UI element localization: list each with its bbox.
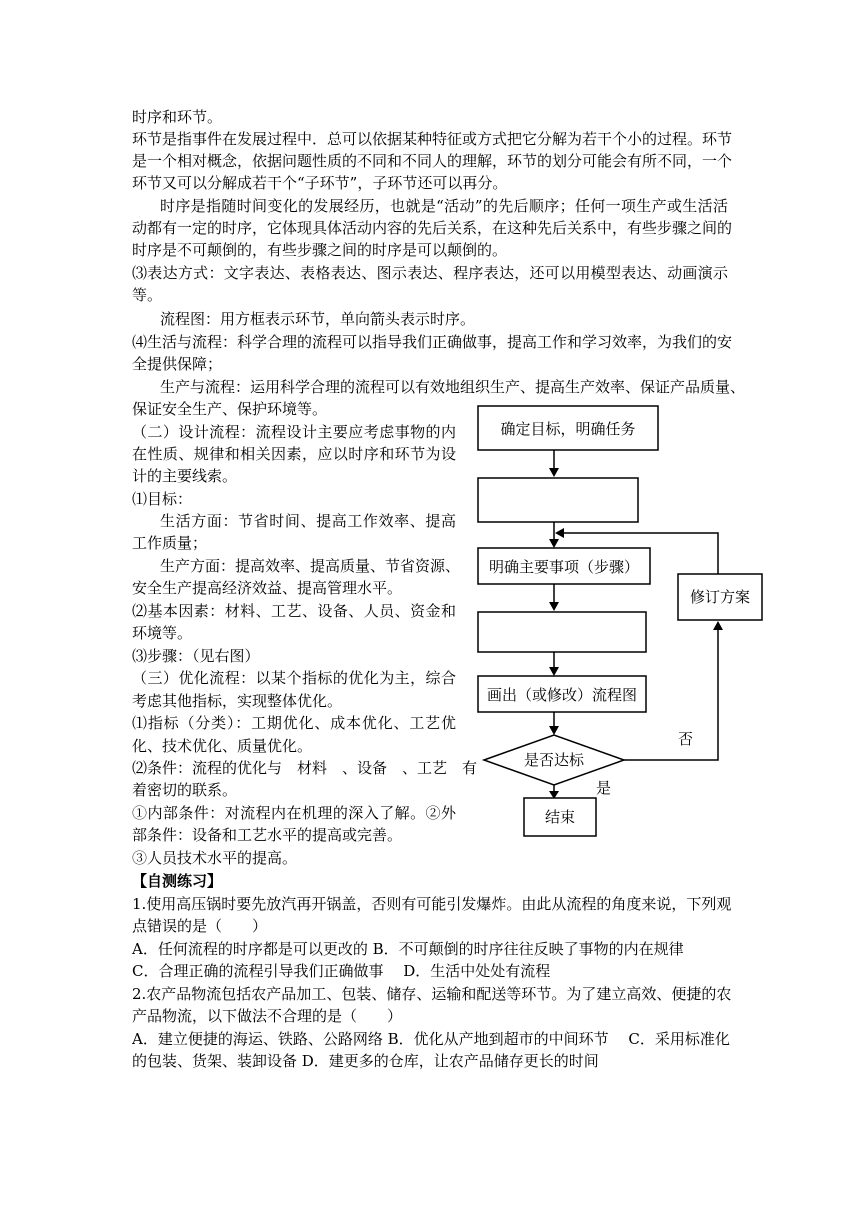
text-line: ⑵基本因素：材料、工艺、设备、人员、资金和 — [132, 602, 456, 620]
answer-options: A．任何流程的时序都是可以更改的 B．不可颠倒的时序往往反映了事物的内在规律 — [132, 940, 684, 958]
text-line: （二）设计流程：流程设计主要应考虑事物的内 — [132, 423, 456, 441]
flow-box-blank-2 — [478, 612, 646, 652]
section-heading: 【自测练习】 — [132, 872, 223, 890]
text-line: 考虑其他指标，实现整体优化。 — [132, 692, 343, 710]
text-line: 保证安全生产、保护环境等。 — [132, 400, 328, 418]
text-line: 部条件：设备和工艺水平的提高或完善。 — [132, 826, 403, 844]
text-line: ⑶表达方式：文字表达、表格表达、图示表达、程序表达，还可以用模型表达、动画演示 — [132, 264, 728, 282]
question-text: 产品物流，以下做法不合理的是（ ） — [132, 1007, 403, 1025]
answer-options: C．合理正确的流程引导我们正确做事 D．生活中处处有流程 — [132, 962, 551, 980]
flow-box-goal-label: 确定目标，明确任务 — [500, 420, 636, 438]
arrowhead — [549, 539, 559, 548]
flow-box-draw-chart-label: 画出（或修改）流程图 — [486, 686, 638, 704]
text-line: 时序是不可颠倒的，有些步骤之间的时序是可以颠倒的。 — [132, 241, 508, 259]
text-line: ③人员技术水平的提高。 — [132, 849, 298, 867]
text-line: 着密切的联系。 — [132, 781, 238, 799]
text-line: 是一个相对概念，依据问题性质的不同和不同人的理解，环节的划分可能会有所不同，一个 — [132, 152, 733, 170]
text-line: 环境等。 — [132, 624, 193, 642]
answer-options: A．建立便捷的海运、铁路、公路网络 B．优化从产地到超市的中间环节 C．采用标准化 — [132, 1030, 730, 1048]
arrowhead — [549, 726, 559, 735]
text-line: 环节是指事件在发展过程中．总可以依据某种特征或方式把它分解为若干个小的过程。环节 — [132, 130, 733, 148]
text-line: 工作质量； — [132, 534, 208, 552]
process-flowchart — [460, 398, 780, 844]
text-line: 安全生产提高经济效益、提高管理水平。 — [132, 579, 403, 597]
text-line: 环节又可以分解成若干个“子环节”，子环节还可以再分。 — [132, 174, 508, 192]
text-line: 在性质、规律和相关因素，应以时序和环节为设 — [132, 445, 456, 463]
text-line: ⑴目标： — [132, 490, 193, 508]
question-text: 2.农产品物流包括农产品加工、包装、储存、运输和配送等环节。为了建立高效、便捷的农 — [132, 985, 732, 1003]
arrowhead — [549, 667, 559, 676]
text-line: 动都有一定的时序，它体现具体活动内容的先后关系，在这种先后关系中，有些步骤之间的 — [132, 219, 733, 237]
flow-box-blank-1 — [478, 478, 638, 522]
text-line: （三）优化流程：以某个指标的优化为主，综合 — [132, 669, 456, 687]
text-line: 时序和环节。 — [132, 108, 223, 126]
arrowhead — [555, 528, 564, 538]
flow-yes-label: 是 — [596, 779, 612, 797]
text-line: ⑴指标（分类）：工期优化、成本优化、工艺优 — [132, 714, 456, 732]
arrowhead — [713, 621, 723, 630]
text-line: 流程图：用方框表示环节，单向箭头表示时序。 — [160, 310, 476, 328]
arrowhead — [549, 602, 559, 611]
flow-no-label: 否 — [678, 730, 694, 748]
text-line: 生产与流程：运用科学合理的流程可以有效地组织生产、提高生产效率、保证产品质量、 — [160, 378, 746, 396]
text-line: 时序是指随时间变化的发展经历，也就是“活动”的先后顺序；任何一项生产或生活活 — [160, 197, 728, 215]
flow-box-main-steps-label: 明确主要事项（步骤） — [488, 558, 640, 576]
text-line: ⑶步骤：（见右图） — [132, 647, 260, 665]
answer-options: 的包装、货架、装卸设备 D．建更多的仓库，让农产品储存更长的时间 — [132, 1052, 599, 1070]
text-line: 等。 — [132, 286, 163, 304]
arrowhead — [549, 468, 559, 477]
text-line: ①内部条件：对流程内在机理的深入了解。②外 — [132, 804, 456, 822]
text-line: 生产方面：提高效率、提高质量、节省资源、 — [160, 557, 461, 575]
question-text: 1.使用高压锅时要先放汽再开锅盖，否则有可能引发爆炸。由此从流程的角度来说，下列观 — [132, 895, 732, 913]
text-line: 计的主要线索。 — [132, 467, 238, 485]
text-line: 化、技术优化、质量优化。 — [132, 737, 313, 755]
text-line: 全提供保障； — [132, 355, 223, 373]
flow-decision-label: 是否达标 — [523, 751, 585, 769]
question-text: 点错误的是（ ） — [132, 917, 268, 935]
flow-box-end-label: 结束 — [544, 808, 576, 826]
text-line: 生活方面：节省时间、提高工作效率、提高 — [160, 512, 456, 530]
text-line: ⑷生活与流程：科学合理的流程可以指导我们正确做事，提高工作和学习效率，为我们的安 — [132, 333, 733, 351]
flow-box-revise-label: 修订方案 — [689, 588, 751, 606]
text-line: ⑵条件：流程的优化与 材料 、设备 、工艺 有 — [132, 759, 478, 777]
